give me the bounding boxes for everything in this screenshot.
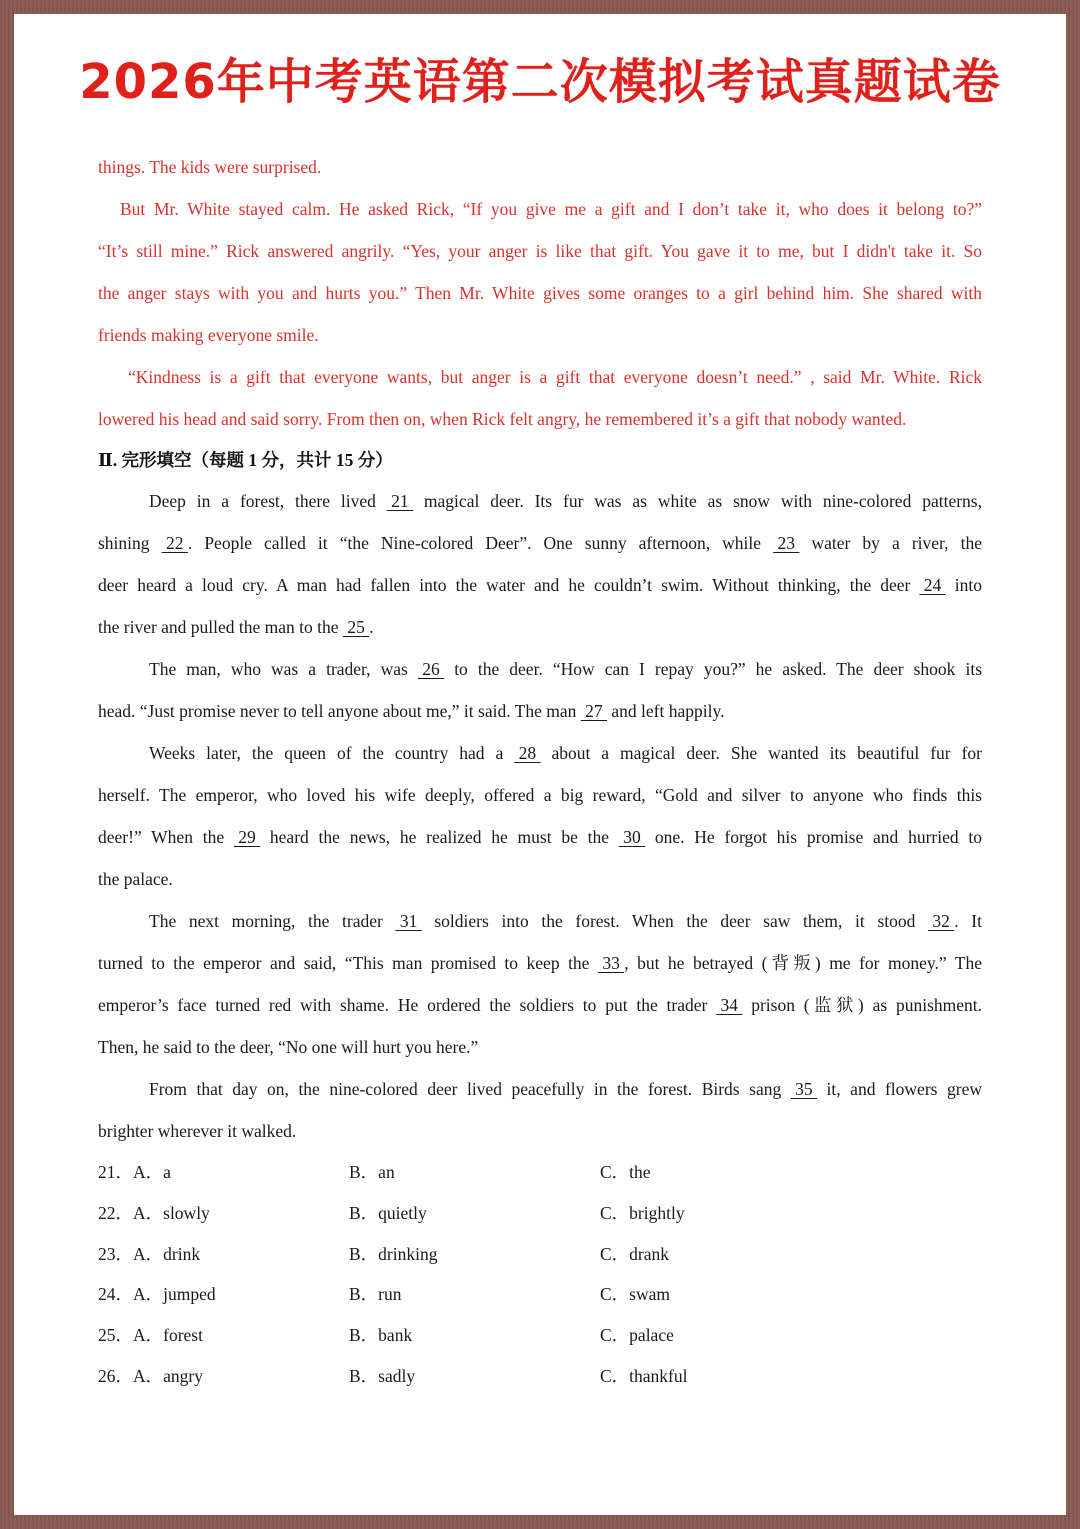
blank-26: 26	[417, 659, 445, 679]
option-row-21	[98, 1152, 982, 1193]
cloze-text: soldiers into the forest. When the deer saw them, it stood	[421, 911, 929, 931]
cloze-text: and left happily.	[607, 701, 725, 721]
option-b: B．run	[349, 1284, 402, 1305]
cloze-text: brighter wherever it walked.	[98, 1121, 297, 1141]
cloze-text: head. “Just promise never to tell anyone about me,” it said. The man	[98, 701, 581, 721]
cloze-text: to the deer. “How can I repay you?” he asked. The deer shook its	[444, 659, 982, 679]
section-heading: Ⅱ. 完形填空（每题 1 分，共计 15 分）	[98, 450, 393, 470]
option-c: C．swam	[600, 1284, 670, 1305]
cloze-line	[98, 774, 982, 816]
cloze-text: herself. The emperor, who loved his wife deeply, offered a big reward, “Gold and silver to anyone who finds this	[98, 785, 982, 805]
cloze-text: .	[369, 617, 374, 637]
option-a: 23．A．drink	[98, 1243, 201, 1264]
cloze-line	[98, 1026, 982, 1068]
cloze-text: turned to the emperor and said, “This man promised to keep the	[98, 953, 598, 973]
option-row-25	[98, 1315, 982, 1356]
cloze-text: magical deer. Its fur was as white as snow with nine-colored patterns,	[413, 491, 982, 511]
blank-31: 31	[395, 911, 422, 931]
cloze-line	[98, 732, 982, 774]
option-row-23	[98, 1234, 982, 1275]
blank-30: 30	[618, 827, 646, 847]
cloze-text: . People called it “the Nine-colored Deer”. One sunny afternoon, while	[187, 533, 774, 553]
blank-28: 28	[514, 743, 541, 763]
page-content	[98, 146, 982, 1397]
option-b: B．drinking	[349, 1243, 438, 1264]
blank-29: 29	[233, 827, 261, 847]
cloze-text: the river and pulled the man to the	[98, 617, 343, 637]
blank-25: 25	[342, 617, 370, 637]
cloze-text: it, and flowers grew	[817, 1079, 982, 1099]
cloze-text: Deep in a forest, there lived	[149, 491, 387, 511]
passage-line: “It’s still mine.” Rick answered angrily. “Yes, your anger is like that gift. You gave it to me, but I didn't take it. So	[98, 241, 982, 261]
blank-24: 24	[919, 575, 946, 595]
option-b: B．quietly	[349, 1202, 427, 1223]
blank-34: 34	[716, 995, 743, 1015]
cloze-text: the palace.	[98, 869, 173, 889]
exam-page	[14, 14, 1066, 1515]
cloze-line	[98, 1110, 982, 1152]
cloze-line	[98, 606, 982, 648]
option-a: 22．A．slowly	[98, 1202, 210, 1223]
option-b: B．sadly	[349, 1365, 416, 1386]
option-row-22	[98, 1193, 982, 1234]
cloze-line	[98, 564, 982, 606]
answer-options	[98, 1152, 982, 1397]
cloze-line	[98, 690, 982, 732]
blank-22: 22	[161, 533, 188, 553]
cloze-text: , but he betrayed (背叛) me for money.” The	[624, 953, 982, 973]
cloze-line	[98, 816, 982, 858]
cloze-text: . It	[954, 911, 982, 931]
cloze-text: heard the news, he realized he must be the	[260, 827, 619, 847]
option-c: C．thankful	[600, 1365, 688, 1386]
cloze-text: deer heard a loud cry. A man had fallen into the water and he couldn’t swim. Without thinking, the deer	[98, 575, 920, 595]
passage-line: things. The kids were surprised.	[98, 157, 322, 177]
passage-line: “Kindness is a gift that everyone wants, but anger is a gift that everyone doesn’t need.” , said Mr. White. Rick	[128, 367, 982, 387]
option-c: C．drank	[600, 1243, 670, 1264]
cloze-text: Weeks later, the queen of the country had a	[149, 743, 515, 763]
option-c: C．palace	[600, 1325, 674, 1346]
cloze-text: emperor’s face turned red with shame. He ordered the soldiers to put the trader	[98, 995, 717, 1015]
cloze-text: into	[945, 575, 982, 595]
option-b: B．an	[349, 1162, 395, 1182]
cloze-text: prison (监狱) as punishment.	[742, 995, 982, 1015]
option-a: 24．A．jumped	[98, 1284, 216, 1305]
option-row-24	[98, 1274, 982, 1315]
cloze-passage	[98, 480, 982, 1152]
cloze-line	[98, 858, 982, 900]
blank-33: 33	[597, 953, 625, 973]
option-a: 26．A．angry	[98, 1365, 203, 1386]
cloze-line	[98, 522, 982, 564]
cloze-text: From that day on, the nine-colored deer lived peacefully in the forest. Birds sang	[149, 1079, 791, 1099]
blank-35: 35	[790, 1079, 818, 1099]
blank-23: 23	[773, 533, 800, 553]
option-a: 21．A．a	[98, 1162, 171, 1182]
cloze-text: one. He forgot his promise and hurried to	[645, 827, 983, 847]
option-a: 25．A．forest	[98, 1325, 203, 1346]
option-c: C．the	[600, 1162, 651, 1182]
cloze-line	[98, 900, 982, 942]
cloze-line	[98, 648, 982, 690]
cloze-text: deer!” When the	[98, 827, 234, 847]
blank-21: 21	[386, 491, 414, 511]
cloze-text: The next morning, the trader	[149, 911, 396, 931]
blank-27: 27	[580, 701, 607, 721]
option-b: B．bank	[349, 1325, 413, 1346]
cloze-line	[98, 942, 982, 984]
exam-title: 2026年中考英语第二次模拟考试真题试卷	[79, 54, 1001, 110]
passage-line: lowered his head and said sorry. From then on, when Rick felt angry, he remembered it’s a gift that nobody wanted.	[98, 409, 907, 429]
cloze-line	[98, 984, 982, 1026]
cloze-text: Then, he said to the deer, “No one will hurt you here.”	[98, 1037, 479, 1057]
cloze-text: water by a river, the	[799, 533, 983, 553]
passage-line: friends making everyone smile.	[98, 325, 319, 345]
cloze-text: about a magical deer. She wanted its beautiful fur for	[540, 743, 982, 763]
passage-line: the anger stays with you and hurts you.” Then Mr. White gives some oranges to a girl behind him. She shared with	[98, 283, 982, 303]
answer-passage	[98, 146, 982, 440]
passage-line: But Mr. White stayed calm. He asked Rick, “If you give me a gift and I don’t take it, who does it belong to?”	[120, 199, 982, 219]
option-row-26	[98, 1356, 982, 1397]
cloze-line	[98, 1068, 982, 1110]
cloze-text: shining	[98, 533, 162, 553]
cloze-text: The man, who was a trader, was	[149, 659, 418, 679]
cloze-line	[98, 480, 982, 522]
blank-32: 32	[928, 911, 955, 931]
option-c: C．brightly	[600, 1202, 685, 1223]
